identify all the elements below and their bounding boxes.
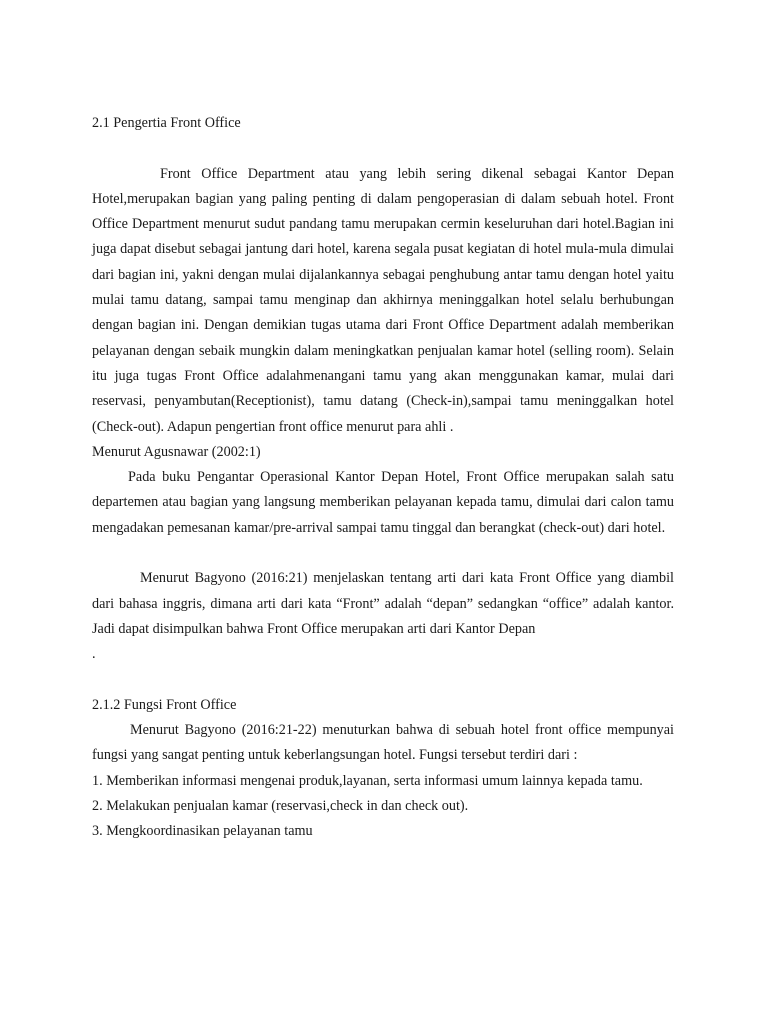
list-item: 3. Mengkoordinasikan pelayanan tamu bbox=[92, 823, 313, 840]
document-page bbox=[92, 111, 674, 845]
trailing-dot: . bbox=[92, 646, 96, 663]
spacer bbox=[92, 668, 674, 693]
list-item: 2. Melakukan penjualan kamar (reservasi,check in dan check out). bbox=[92, 798, 469, 815]
source-line-agusnawar: Menurut Agusnawar (2002:1) bbox=[92, 443, 261, 460]
section-heading-fungsi: 2.1.2 Fungsi Front Office bbox=[92, 696, 237, 713]
spacer bbox=[92, 541, 674, 566]
paragraph-fungsi: Menurut Bagyono (2016:21-22) menuturkan bahwa di sebuah hotel front office mempunyai fungsi yang sangat penting untuk keberlangsungan hotel. Fungsi tersebut terdiri dari : bbox=[92, 722, 674, 764]
paragraph-bagyono: Menurut Bagyono (2016:21) menjelaskan tentang arti dari kata Front Office yang diambil dari bahasa inggris, dimana arti dari kata “Front” adalah “depan” sedangkan “office” adalah kantor. Jadi dapat disimpulkan bahwa Front Office merupakan arti dari Kantor Depan bbox=[92, 570, 674, 637]
list-item: 1. Memberikan informasi mengenai produk,layanan, serta informasi umum lainnya kepada tamu. bbox=[92, 772, 643, 789]
paragraph-definition: Front Office Department atau yang lebih sering dikenal sebagai Kantor Depan Hotel,merupakan bagian yang paling penting di dalam pengoperasian di dalam sebuah hotel. Front Office Department menurut sudut pandang tamu merupakan cermin keseluruhan dari hotel.Bagian ini juga dapat disebut sebagai jantung dari hotel, karena segala pusat kegiatan di hotel mula-mula dimulai dari bagian ini, yakni dengan mulai dijalankannya sebagai penghubung antar tamu dengan hotel yaitu mulai tamu datang, sampai tamu menginap dan akhirnya meninggalkan hotel selalu berhubungan dengan bagian ini. Dengan demikian tugas utama dari Front Office Department adalah memberikan pelayanan dengan sebaik mungkin dalam meningkatkan penjualan kamar hotel (selling room). Selain itu juga tugas Front Office adalahmenangani tamu yang akan menggunakan kamar, mulai dari reservasi, penyambutan(Receptionist), tamu datang (Check-in),sampai tamu meninggalkan hotel (Check-out). Adapun pengertian front office menurut para ahli . bbox=[92, 165, 674, 435]
paragraph-agusnawar: Pada buku Pengantar Operasional Kantor Depan Hotel, Front Office merupakan salah satu departemen atau bagian yang langsung memberikan pelayanan kepada tamu, dimulai dari calon tamu mengadakan pemesanan kamar/pre-arrival sampai tamu tinggal dan berangkat (check-out) dari hotel. bbox=[92, 469, 674, 536]
spacer bbox=[92, 136, 674, 161]
section-heading-pengertian: 2.1 Pengertia Front Office bbox=[92, 115, 241, 131]
